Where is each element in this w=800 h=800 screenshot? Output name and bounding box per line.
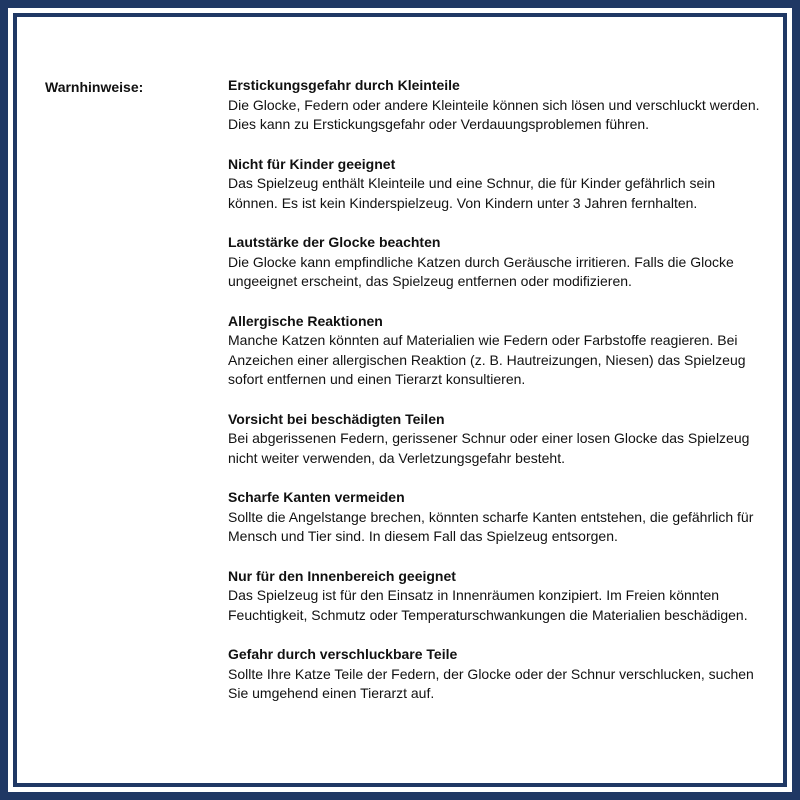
warning-text: Manche Katzen könnten auf Materialien wie Federn oder Farbstoffe reagieren. Bei Anzeichen einer allergischen Reaktion (z. B. Hautreizungen, Niesen) das Spielzeug sofort entfernen und einen Tierarzt konsultieren. xyxy=(228,332,746,387)
warning-item xyxy=(228,233,768,292)
warning-title: Gefahr durch verschluckbare Teile xyxy=(228,646,458,662)
warning-title: Allergische Reaktionen xyxy=(228,312,383,329)
warning-text: Das Spielzeug ist für den Einsatz in Innenräumen konzipiert. Im Freien könnten Feuchtigkeit, Schmutz oder Temperaturschwankungen die Materialien beschädigen. xyxy=(228,587,748,623)
document-page xyxy=(17,17,783,783)
section-label: Warnhinweise: xyxy=(45,79,144,95)
warning-text: Sollte Ihre Katze Teile der Federn, der Glocke oder der Schnur verschlucken, suchen Sie umgehend einen Tierarzt auf. xyxy=(228,665,754,701)
warning-title: Lautstärke der Glocke beachten xyxy=(228,234,441,250)
warning-title: Vorsicht bei beschädigten Teilen xyxy=(228,410,445,427)
warning-text: Das Spielzeug enthält Kleinteile und eine Schnur, die für Kinder gefährlich sein können. Es ist kein Kinderspielzeug. Von Kindern unter 3 Jahren fernhalten. xyxy=(228,175,716,211)
warning-item xyxy=(228,76,768,135)
warning-item xyxy=(228,488,768,547)
warning-title: Nur für den Innenbereich geeignet xyxy=(228,567,456,584)
warning-item xyxy=(228,312,768,390)
warning-item xyxy=(228,567,768,626)
warnings-list xyxy=(228,76,768,724)
warning-text: Sollte die Angelstange brechen, könnten scharfe Kanten entstehen, die gefährlich für Mensch und Tier sind. In diesem Fall das Spielzeug entsorgen. xyxy=(228,508,754,544)
warning-text: Bei abgerissenen Federn, gerissener Schnur oder einer losen Glocke das Spielzeug nicht weiter verwenden, da Verletzungsgefahr besteht. xyxy=(228,430,750,466)
warning-title: Nicht für Kinder geeignet xyxy=(228,155,396,172)
warning-item xyxy=(228,155,768,214)
warning-text: Die Glocke, Federn oder andere Kleinteile können sich lösen und verschluckt werden. Dies kann zu Erstickungsgefahr oder Verdauungsproblemen führen. xyxy=(228,96,760,132)
warning-item xyxy=(228,645,768,704)
warning-text: Die Glocke kann empfindliche Katzen durch Geräusche irritieren. Falls die Glocke ungeeignet erscheint, das Spielzeug entfernen oder modifizieren. xyxy=(228,253,734,289)
warning-title: Erstickungsgefahr durch Kleinteile xyxy=(228,77,460,93)
warning-title: Scharfe Kanten vermeiden xyxy=(228,489,405,505)
warning-item xyxy=(228,410,768,469)
